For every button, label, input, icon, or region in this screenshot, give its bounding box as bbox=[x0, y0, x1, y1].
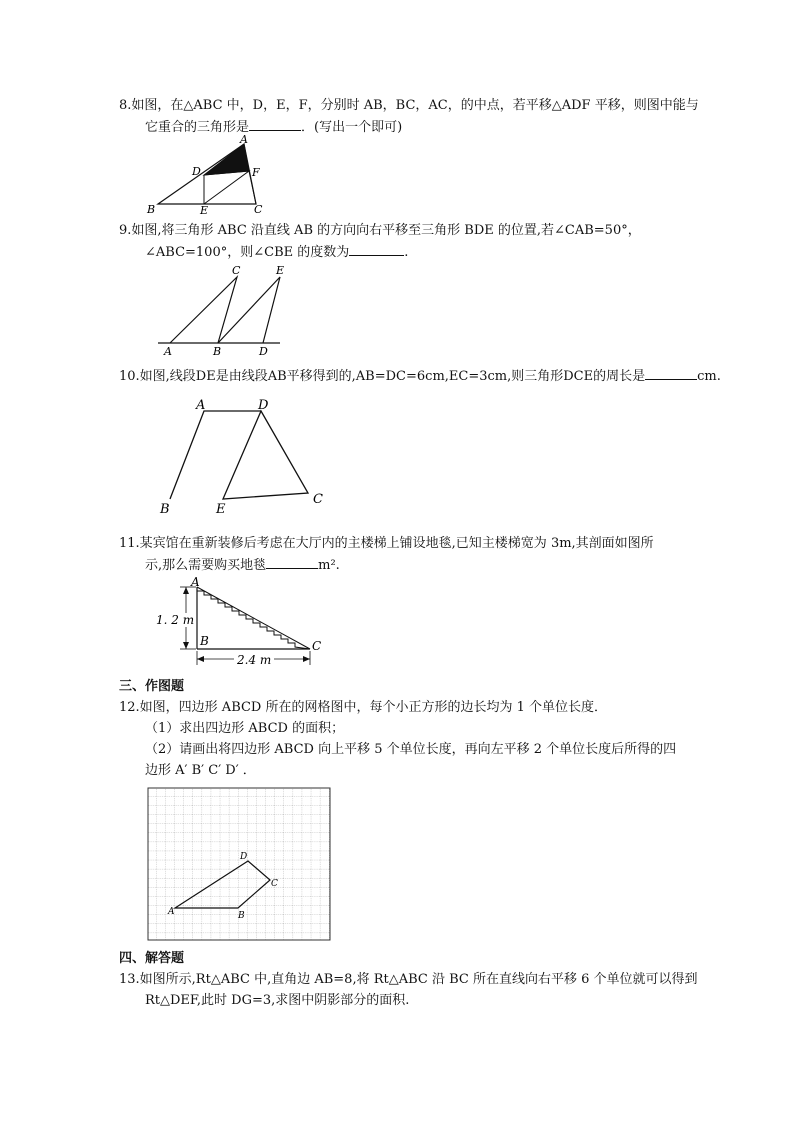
q9-answer-blank[interactable] bbox=[349, 243, 404, 256]
q12-label-b: B bbox=[238, 911, 245, 921]
q11-label-c: C bbox=[312, 639, 322, 653]
q11-arrow-down bbox=[183, 642, 189, 649]
q9-label-a: A bbox=[164, 345, 172, 358]
q10-label-c: C bbox=[313, 492, 323, 507]
q11-line-2 bbox=[145, 556, 340, 575]
q11-figure bbox=[150, 575, 330, 670]
q10-figure bbox=[155, 393, 335, 518]
q9-label-e: E bbox=[276, 264, 285, 277]
q10-label-d: D bbox=[258, 398, 269, 413]
q9-label-c: C bbox=[232, 264, 241, 277]
q11-label-b: B bbox=[200, 634, 209, 648]
q11-height-label: 1. 2 m bbox=[156, 613, 195, 627]
q13-line-2: Rt△DEF,此时 DG=3,求图中阴影部分的面积. bbox=[145, 993, 410, 1008]
q11-answer-blank[interactable] bbox=[266, 556, 318, 569]
q11-width-label: 2.4 m bbox=[237, 653, 272, 667]
q8-prompt: 它重合的三角形是 bbox=[145, 120, 250, 135]
q12-line-2: （1）求出四边形 ABCD 的面积； bbox=[145, 721, 345, 736]
q12-label-a: A bbox=[168, 907, 175, 917]
q11-arrow-right bbox=[303, 656, 310, 662]
q8-label-b: B bbox=[147, 203, 156, 216]
q8-label-d: D bbox=[192, 165, 201, 178]
q8-suffix: ．(写出一个即可) bbox=[301, 120, 403, 135]
q10-segments-ba-ad bbox=[170, 411, 261, 499]
q11-line-1: 11.某宾馆在重新装修后考虑在大厅内的主楼梯上铺设地毯,已知主楼梯宽为 3m,其剖面如图所 bbox=[119, 536, 654, 551]
q10-label-b: B bbox=[160, 502, 170, 517]
q11-suffix: m². bbox=[318, 558, 340, 573]
q11-slope-line bbox=[197, 587, 310, 649]
q13-line-1: 13.如图所示,Rt△ABC 中,直角边 AB=8,将 Rt△ABC 沿 BC 所在直线向右平移 6 个单位就可以得到 bbox=[119, 972, 698, 987]
q10-suffix: cm. bbox=[697, 369, 721, 384]
q8-label-a: A bbox=[240, 133, 248, 146]
q12-line-3: （2）请画出将四边形 ABCD 向上平移 5 个单位长度，再向左平移 2 个单位长度后所得的四 bbox=[145, 742, 677, 757]
q9-figure bbox=[155, 263, 285, 358]
q10-triangle-dce bbox=[223, 411, 308, 499]
section-3-heading: 三、作图题 bbox=[119, 679, 185, 694]
q12-line-4: 边形 A′ B′ C′ D′ ． bbox=[145, 763, 256, 778]
q11-label-a: A bbox=[191, 575, 200, 589]
q8-line-2 bbox=[145, 118, 402, 137]
q11-arrow-left bbox=[197, 656, 204, 662]
q9-label-d: D bbox=[259, 345, 268, 358]
q12-grid-figure bbox=[147, 787, 331, 941]
q11-arrow-up bbox=[183, 587, 189, 594]
q8-label-f: F bbox=[252, 166, 260, 179]
q9-line-1: 9.如图,将三角形 ABC 沿直线 AB 的方向向右平移至三角形 BDE 的位置,若∠CAB=50°， bbox=[119, 223, 641, 238]
q10-prompt: 10.如图,线段DE是由线段AB平移得到的,AB=DC=6cm,EC=3cm,则三角形DCE的周长是 bbox=[119, 369, 646, 384]
q10-answer-blank[interactable] bbox=[645, 367, 697, 380]
q12-line-1: 12.如图，四边形 ABCD 所在的网格图中，每个小正方形的边长均为 1 个单位长度． bbox=[119, 700, 608, 715]
q10-line-1 bbox=[119, 367, 721, 386]
q9-label-b: B bbox=[213, 345, 222, 358]
q12-label-d: D bbox=[240, 852, 248, 862]
q8-label-e: E bbox=[200, 204, 209, 217]
q9-suffix: . bbox=[404, 245, 409, 260]
q11-prompt: 示,那么需要购买地毯 bbox=[145, 558, 267, 573]
q9-prompt: ∠ABC=100°，则∠CBE 的度数为 bbox=[145, 245, 350, 260]
q8-answer-blank[interactable] bbox=[249, 118, 301, 131]
q8-figure bbox=[140, 133, 270, 218]
q8-label-c: C bbox=[254, 203, 263, 216]
q12-label-c: C bbox=[271, 879, 278, 889]
q8-shaded-triangle bbox=[204, 144, 249, 175]
q8-line-1: 8.如图，在△ABC 中，D，E，F，分别时 AB，BC，AC，的中点，若平移△ADF 平移，则图中能与 bbox=[119, 98, 699, 113]
q8-midlines bbox=[204, 171, 249, 204]
section-4-heading: 四、解答题 bbox=[119, 951, 185, 966]
q10-label-e: E bbox=[216, 502, 226, 517]
q10-label-a: A bbox=[196, 398, 206, 413]
q9-line-2 bbox=[145, 243, 408, 262]
